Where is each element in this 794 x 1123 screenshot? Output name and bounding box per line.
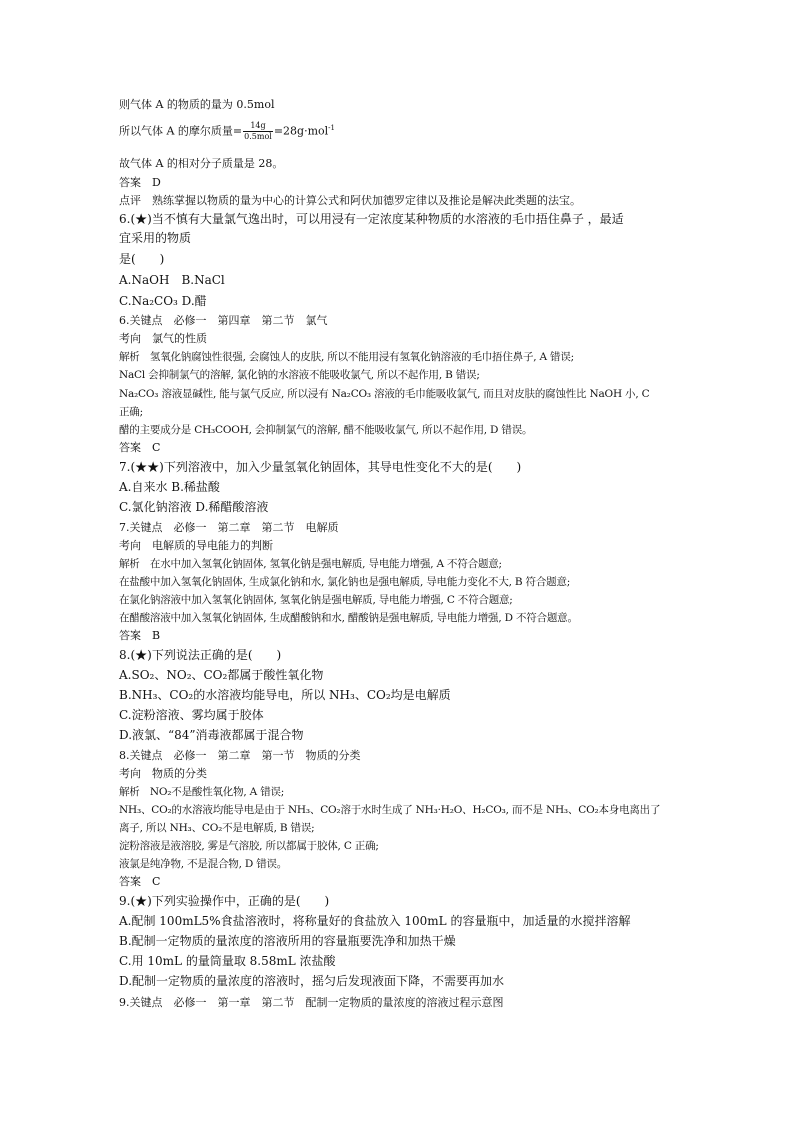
analysis-line: 淀粉溶液是液溶胶, 雾是气溶胶, 所以都属于胶体, C 正确; xyxy=(119,840,379,852)
option-line: C.淀粉溶液、雾均属于胶体 xyxy=(119,708,264,722)
direction-line: 考向 物质的分类 xyxy=(119,767,207,780)
option-line: D.液氯、“84”消毒液都属于混合物 xyxy=(119,728,304,742)
option-line: A.自来水 B.稀盐酸 xyxy=(119,480,220,494)
comment-line: 点评 熟练掌握以物质的量为中心的计算公式和阿伏加德罗定律以及推论是解决此类题的法宝。 xyxy=(119,194,581,207)
analysis-line: 离子, 所以 NH₃、CO₂不是电解质, B 错误; xyxy=(119,822,315,834)
fraction xyxy=(243,121,273,142)
analysis-line: 醋的主要成分是 CH₃COOH, 会抑制氯气的溶解, 醋不能吸收氯气, 所以不起作用, D 错误。 xyxy=(119,424,533,436)
analysis-line: 液氯是纯净物, 不是混合物, D 错误。 xyxy=(119,858,288,870)
option-line: D.配制一定物质的量浓度的溶液时，摇匀后发现液面下降，不需要再加水 xyxy=(119,974,505,988)
option-line: B.配制一定物质的量浓度的溶液所用的容量瓶要洗净和加热干燥 xyxy=(119,934,456,948)
analysis-line: 在醋酸溶液中加入氢氧化钠固体, 生成醋酸钠和水, 醋酸钠是强电解质, 导电能力增强, D 不符合题意。 xyxy=(119,612,578,624)
question-7-stem: 7.(★★)下列溶液中，加入少量氢氧化钠固体，其导电性变化不大的是( ) xyxy=(119,460,522,474)
formula-prefix: 所以气体 A 的摩尔质量= xyxy=(119,124,243,138)
keypoint-line: 6.关键点 必修一 第四章 第二节 氯气 xyxy=(119,314,328,327)
direction-line: 考向 氯气的性质 xyxy=(119,332,207,345)
option-line: C.用 10mL 的量筒量取 8.58mL 浓盐酸 xyxy=(119,954,336,968)
fraction-numerator: 14g xyxy=(243,121,273,132)
keypoint-line: 9.关键点 必修一 第一章 第二节 配制一定物质的量浓度的溶液过程示意图 xyxy=(119,996,504,1009)
formula-exponent: -1 xyxy=(328,124,335,132)
analysis-line: NaCl 会抑制氯气的溶解, 氯化钠的水溶液不能吸收氯气, 所以不起作用, B 错误; xyxy=(119,369,480,381)
question-8-stem: 8.(★)下列说法正确的是( ) xyxy=(119,648,282,662)
analysis-line: 解析 NO₂不是酸性氧化物, A 错误; xyxy=(119,786,285,798)
option-line: C.Na₂CO₃ D.醋 xyxy=(119,294,207,308)
option-line: A.SO₂、NO₂、CO₂都属于酸性氧化物 xyxy=(119,668,324,682)
option-line: A.配制 100mL5%食盐溶液时，将称量好的食盐放入 100mL 的容量瓶中，加适量的水搅拌溶解 xyxy=(119,914,631,928)
answer-line: 答案 B xyxy=(119,629,161,642)
analysis-line: Na₂CO₃ 溶液显碱性, 能与氯气反应, 所以浸有 Na₂CO₃ 溶液的毛巾能吸收氯气, 而且对皮肤的腐蚀性比 NaOH 小, C xyxy=(119,388,650,400)
analysis-line: 解析 氢氧化钠腐蚀性很强, 会腐蚀人的皮肤, 所以不能用浸有氢氧化钠溶液的毛巾捂住鼻子, A 错误; xyxy=(119,351,574,363)
molar-mass-formula xyxy=(119,120,335,142)
text-line: 则气体 A 的物质的量为 0.5mol xyxy=(119,98,275,111)
answer-line: 答案 C xyxy=(119,875,161,888)
analysis-line: NH₃、CO₂的水溶液均能导电是由于 NH₃、CO₂溶于水时生成了 NH₃·H₂O、H₂CO₃, 而不是 NH₃、CO₂本身电离出了 xyxy=(119,804,661,816)
text-line: 宜采用的物质 xyxy=(119,231,192,245)
direction-line: 考向 电解质的导电能力的判断 xyxy=(119,539,273,552)
formula-result: =28g·mol xyxy=(273,124,329,138)
analysis-line: 正确; xyxy=(119,406,143,418)
keypoint-line: 7.关键点 必修一 第二章 第二节 电解质 xyxy=(119,521,339,534)
question-6-stem: 6.(★)当不慎有大量氯气逸出时，可以用浸有一定浓度某种物质的水溶液的毛巾捂住鼻子 ，最适 xyxy=(119,212,624,226)
question-9-stem: 9.(★)下列实验操作中，正确的是( ) xyxy=(119,894,330,908)
answer-line: 答案 D xyxy=(119,176,161,189)
keypoint-line: 8.关键点 必修一 第二章 第一节 物质的分类 xyxy=(119,749,361,762)
analysis-line: 解析 在水中加入氢氧化钠固体, 氢氧化钠是强电解质, 导电能力增强, A 不符合题意; xyxy=(119,558,502,570)
text-line: 故气体 A 的相对分子质量是 28。 xyxy=(119,157,284,170)
analysis-line: 在氯化钠溶液中加入氢氧化钠固体, 氢氧化钠是强电解质, 导电能力增强, C 不符合题意; xyxy=(119,594,513,606)
text-line: 是( ) xyxy=(119,252,165,266)
option-line: B.NH₃、CO₂的水溶液均能导电，所以 NH₃、CO₂均是电解质 xyxy=(119,688,451,702)
option-line: C.氯化钠溶液 D.稀醋酸溶液 xyxy=(119,500,269,514)
option-line: A.NaOH B.NaCl xyxy=(119,273,225,287)
answer-line: 答案 C xyxy=(119,441,161,454)
fraction-denominator: 0.5mol xyxy=(244,132,272,142)
analysis-line: 在盐酸中加入氢氧化钠固体, 生成氯化钠和水, 氯化钠也是强电解质, 导电能力变化不大, B 符合题意; xyxy=(119,576,571,588)
